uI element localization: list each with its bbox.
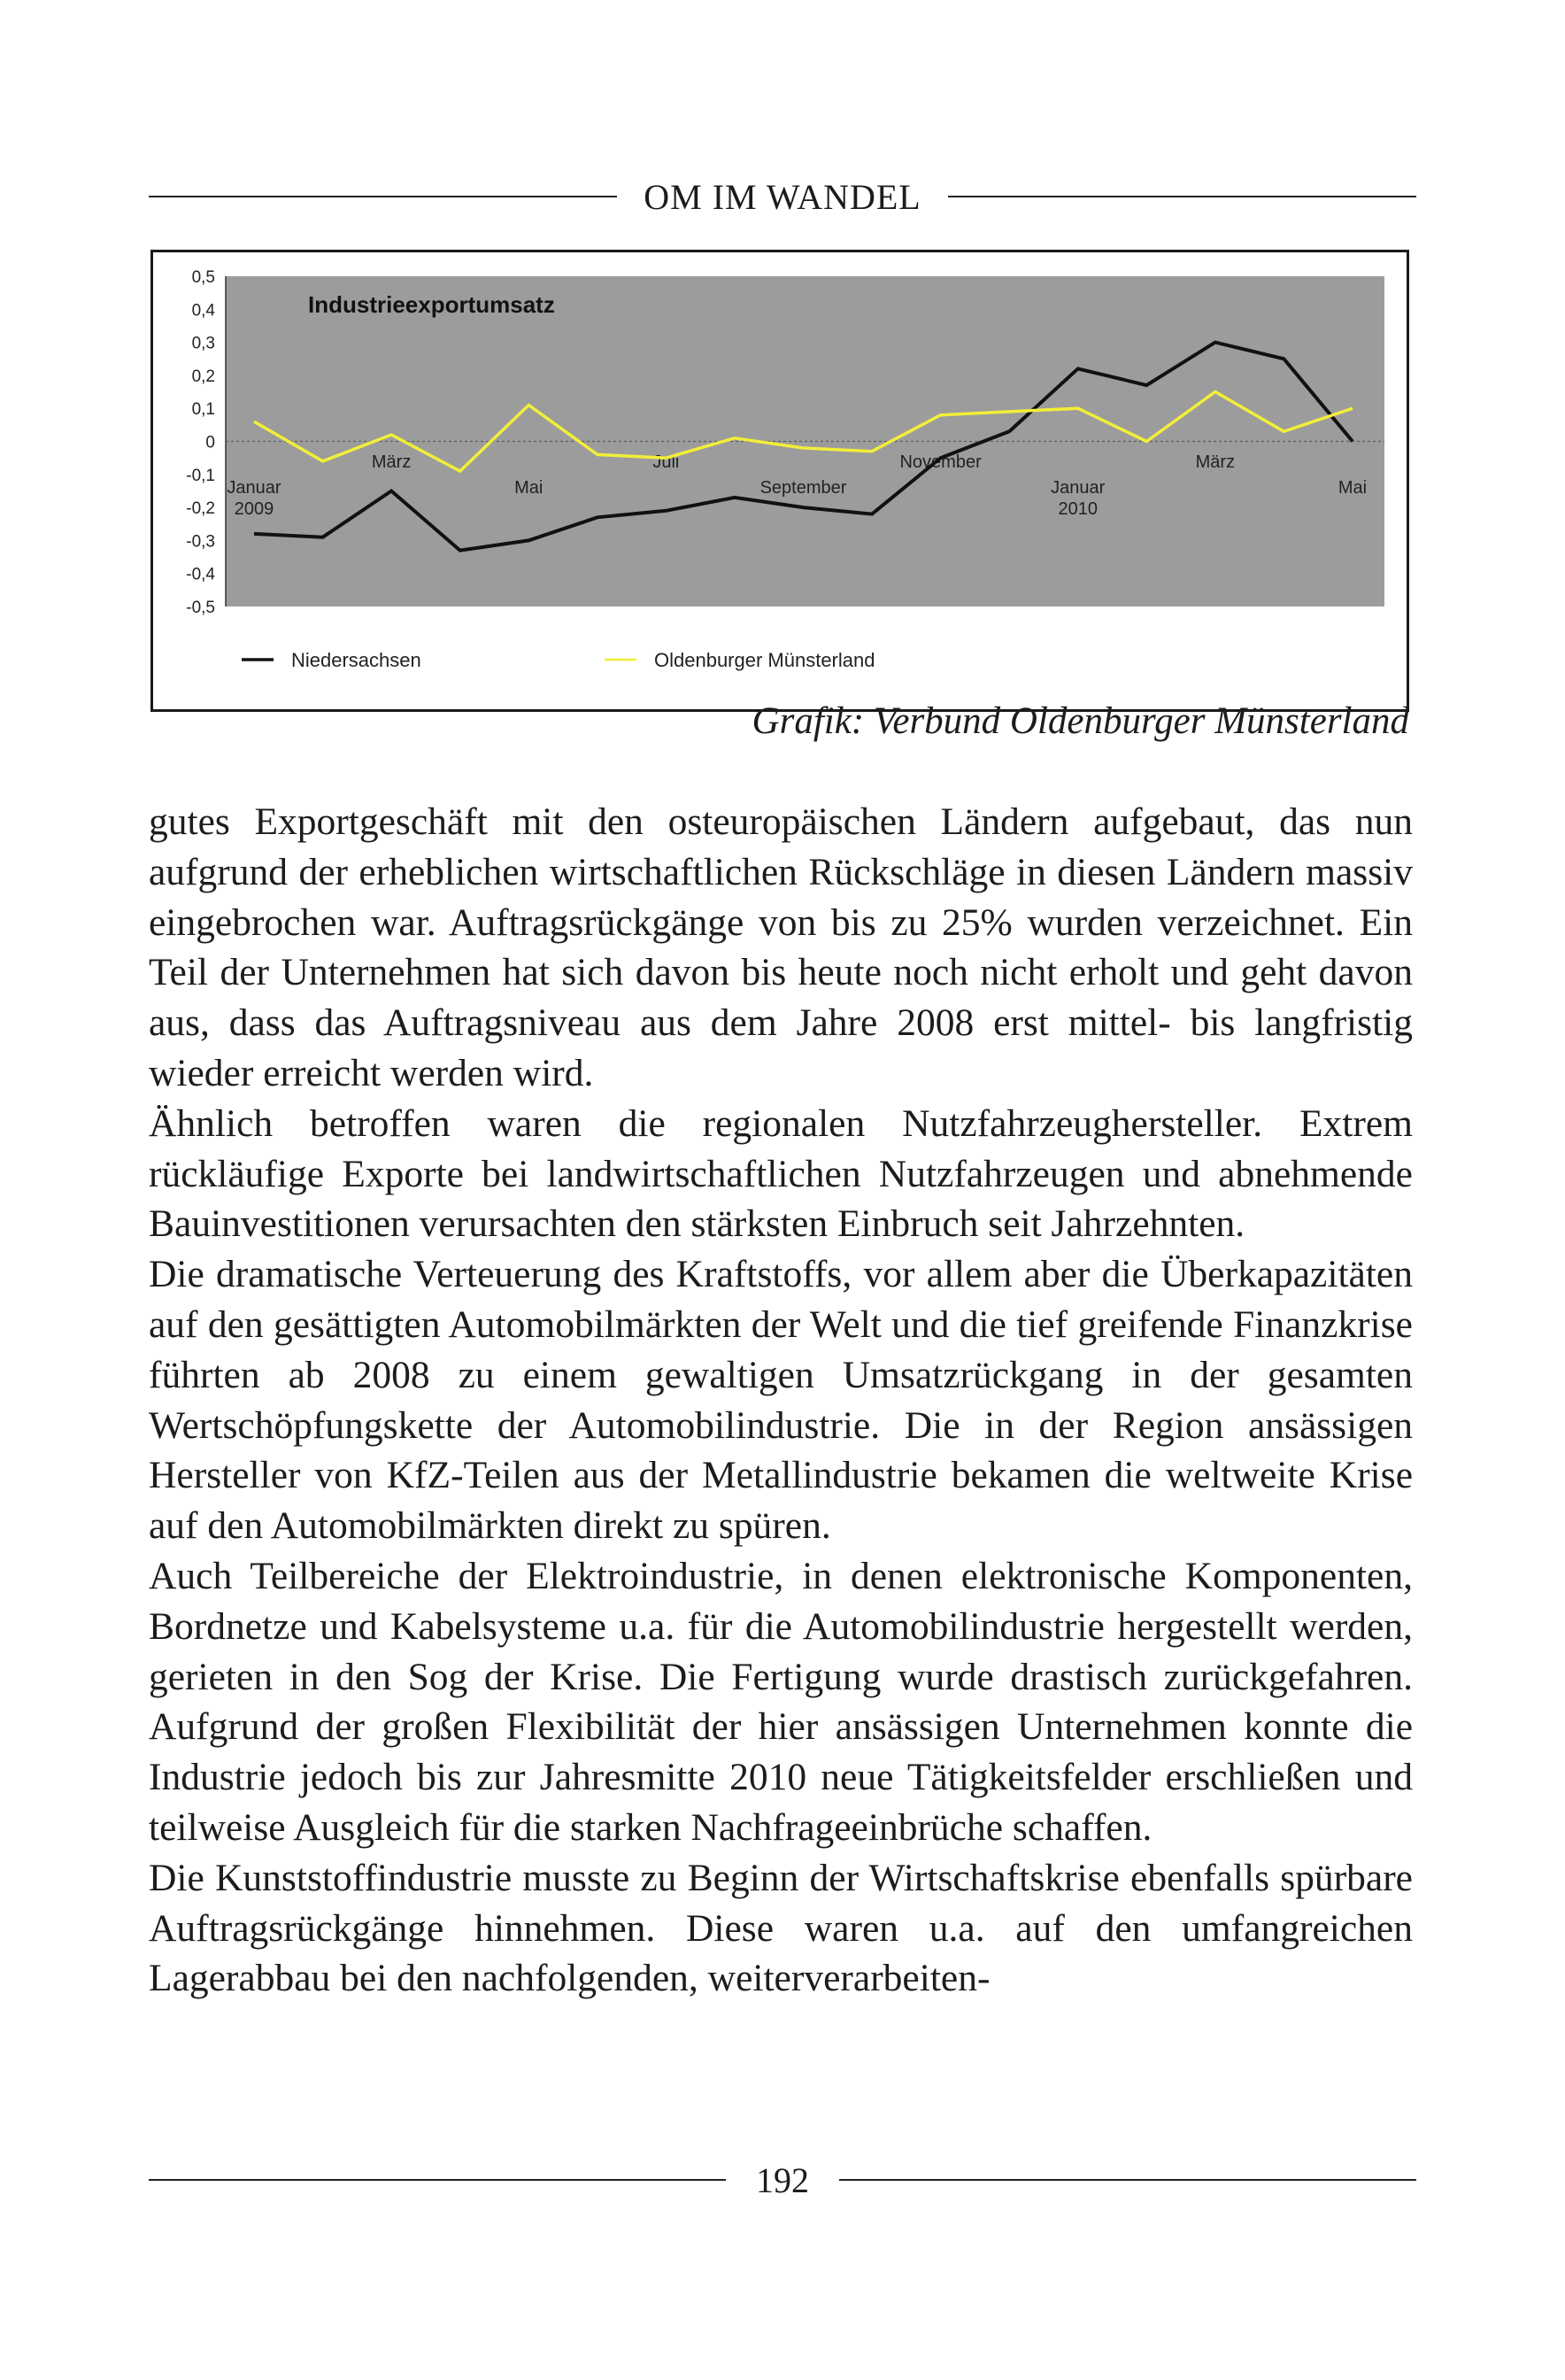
month-label: September xyxy=(759,478,847,498)
footer-rule-right xyxy=(839,2179,1416,2181)
header-rule-right xyxy=(948,196,1416,197)
legend-label: Niedersachsen xyxy=(291,649,421,671)
y-tick-label: 0,3 xyxy=(191,334,215,353)
paragraph-3: Die dramatische Verteuerung des Kraftstoffs, vor allem aber die Überkapazitäten auf den gesättigten Automobilmärkten der Welt und die tief greifende Finanzkrise führten ab 2008 zu einem gewaltigen Umsatzrückgang in der gesamten Wertschöpfungskette der Automobilindustrie. Die in der Region ansässigen Hersteller von KfZ-Teilen aus der Metallindustrie bekamen die weltweite Krise auf den Automobilmärkten direkt zu spüren. xyxy=(149,1253,1413,1548)
month-label: November xyxy=(899,452,982,472)
y-tick-label: -0,5 xyxy=(186,599,215,617)
figure-caption: Grafik: Verbund Oldenburger Münsterland xyxy=(752,700,1409,742)
y-tick-label: -0,3 xyxy=(186,532,215,552)
y-tick-label: 0,1 xyxy=(191,400,215,420)
y-tick-label: 0,4 xyxy=(191,301,215,321)
paragraph-1: gutes Exportgeschäft mit den osteuropäischen Ländern aufgebaut, das nun aufgrund der erheblichen wirtschaftlichen Rückschläge in diesen Ländern massiv eingebrochen war. Auftragsrückgänge von bis zu 25% wurden verzeichnet. Ein Teil der Unternehmen hat sich davon bis heute noch nicht erholt und geht davon aus, dass das Auftragsniveau aus dem Jahre 2008 erst mittel- bis langfristig wieder erreicht werden wird. xyxy=(149,800,1413,1094)
y-tick-label: -0,1 xyxy=(186,466,215,485)
month-label: Mai xyxy=(514,478,544,498)
page-number: 192 xyxy=(756,2160,809,2200)
month-label: März xyxy=(371,452,412,472)
legend-label: Oldenburger Münsterland xyxy=(654,649,875,671)
y-tick-label: -0,2 xyxy=(186,499,215,519)
month-label: Januar xyxy=(227,478,281,498)
y-tick-label: 0,5 xyxy=(191,268,215,287)
industry-export-chart xyxy=(153,252,1407,709)
body-text xyxy=(149,797,1413,2004)
month-label: Januar xyxy=(1051,478,1106,498)
y-tick-label: 0 xyxy=(205,433,215,452)
month-label: Mai xyxy=(1338,478,1368,498)
page-footer xyxy=(149,2153,1416,2206)
paragraph-5: Die Kunststoffindustrie musste zu Beginn der Wirtschaftskrise ebenfalls spürbare Auftragsrückgänge hinnehmen. Diese waren u.a. auf den umfangreichen Lagerabbau bei den nachfolgenden, weiterverarbeiten- xyxy=(149,1856,1413,2000)
footer-rule-left xyxy=(149,2179,726,2181)
running-header-title: OM IM WANDEL xyxy=(644,176,921,217)
paragraph-4: Auch Teilbereiche der Elektroindustrie, in denen elektronische Komponenten, Bordnetze und Kabelsysteme u.a. für die Automobilindustrie hergestellt werden, gerieten in den Sog der Krise. Die Fertigung wurde drastisch zurückgefahren. Aufgrund der großen Flexibilität der hier ansässigen Unternehmen konnte die Industrie jedoch bis zur Jahresmitte 2010 neue Tätigkeitsfelder erschließen und teilweise Ausgleich für die starken Nachfrageeinbrüche schaffen. xyxy=(149,1554,1413,1849)
y-tick-label: 0,2 xyxy=(191,367,215,386)
y-tick-label: -0,4 xyxy=(186,565,215,584)
header-rule-left xyxy=(149,196,617,197)
chart-figure xyxy=(150,250,1409,712)
month-label: Juli xyxy=(652,452,680,472)
paragraph-2: Ähnlich betroffen waren die regionalen Nutzfahrzeughersteller. Extrem rückläufige Exporte bei landwirtschaftlichen Nutzfahrzeugen und abnehmende Bauinvestitionen verursachten den stärksten Einbruch seit Jahrzehnten. xyxy=(149,1101,1413,1246)
year-label: 2010 xyxy=(1058,499,1098,519)
year-label: 2009 xyxy=(234,499,274,519)
month-label: März xyxy=(1195,452,1236,472)
chart-title: Industrieexportumsatz xyxy=(308,291,555,318)
running-header xyxy=(149,170,1416,223)
